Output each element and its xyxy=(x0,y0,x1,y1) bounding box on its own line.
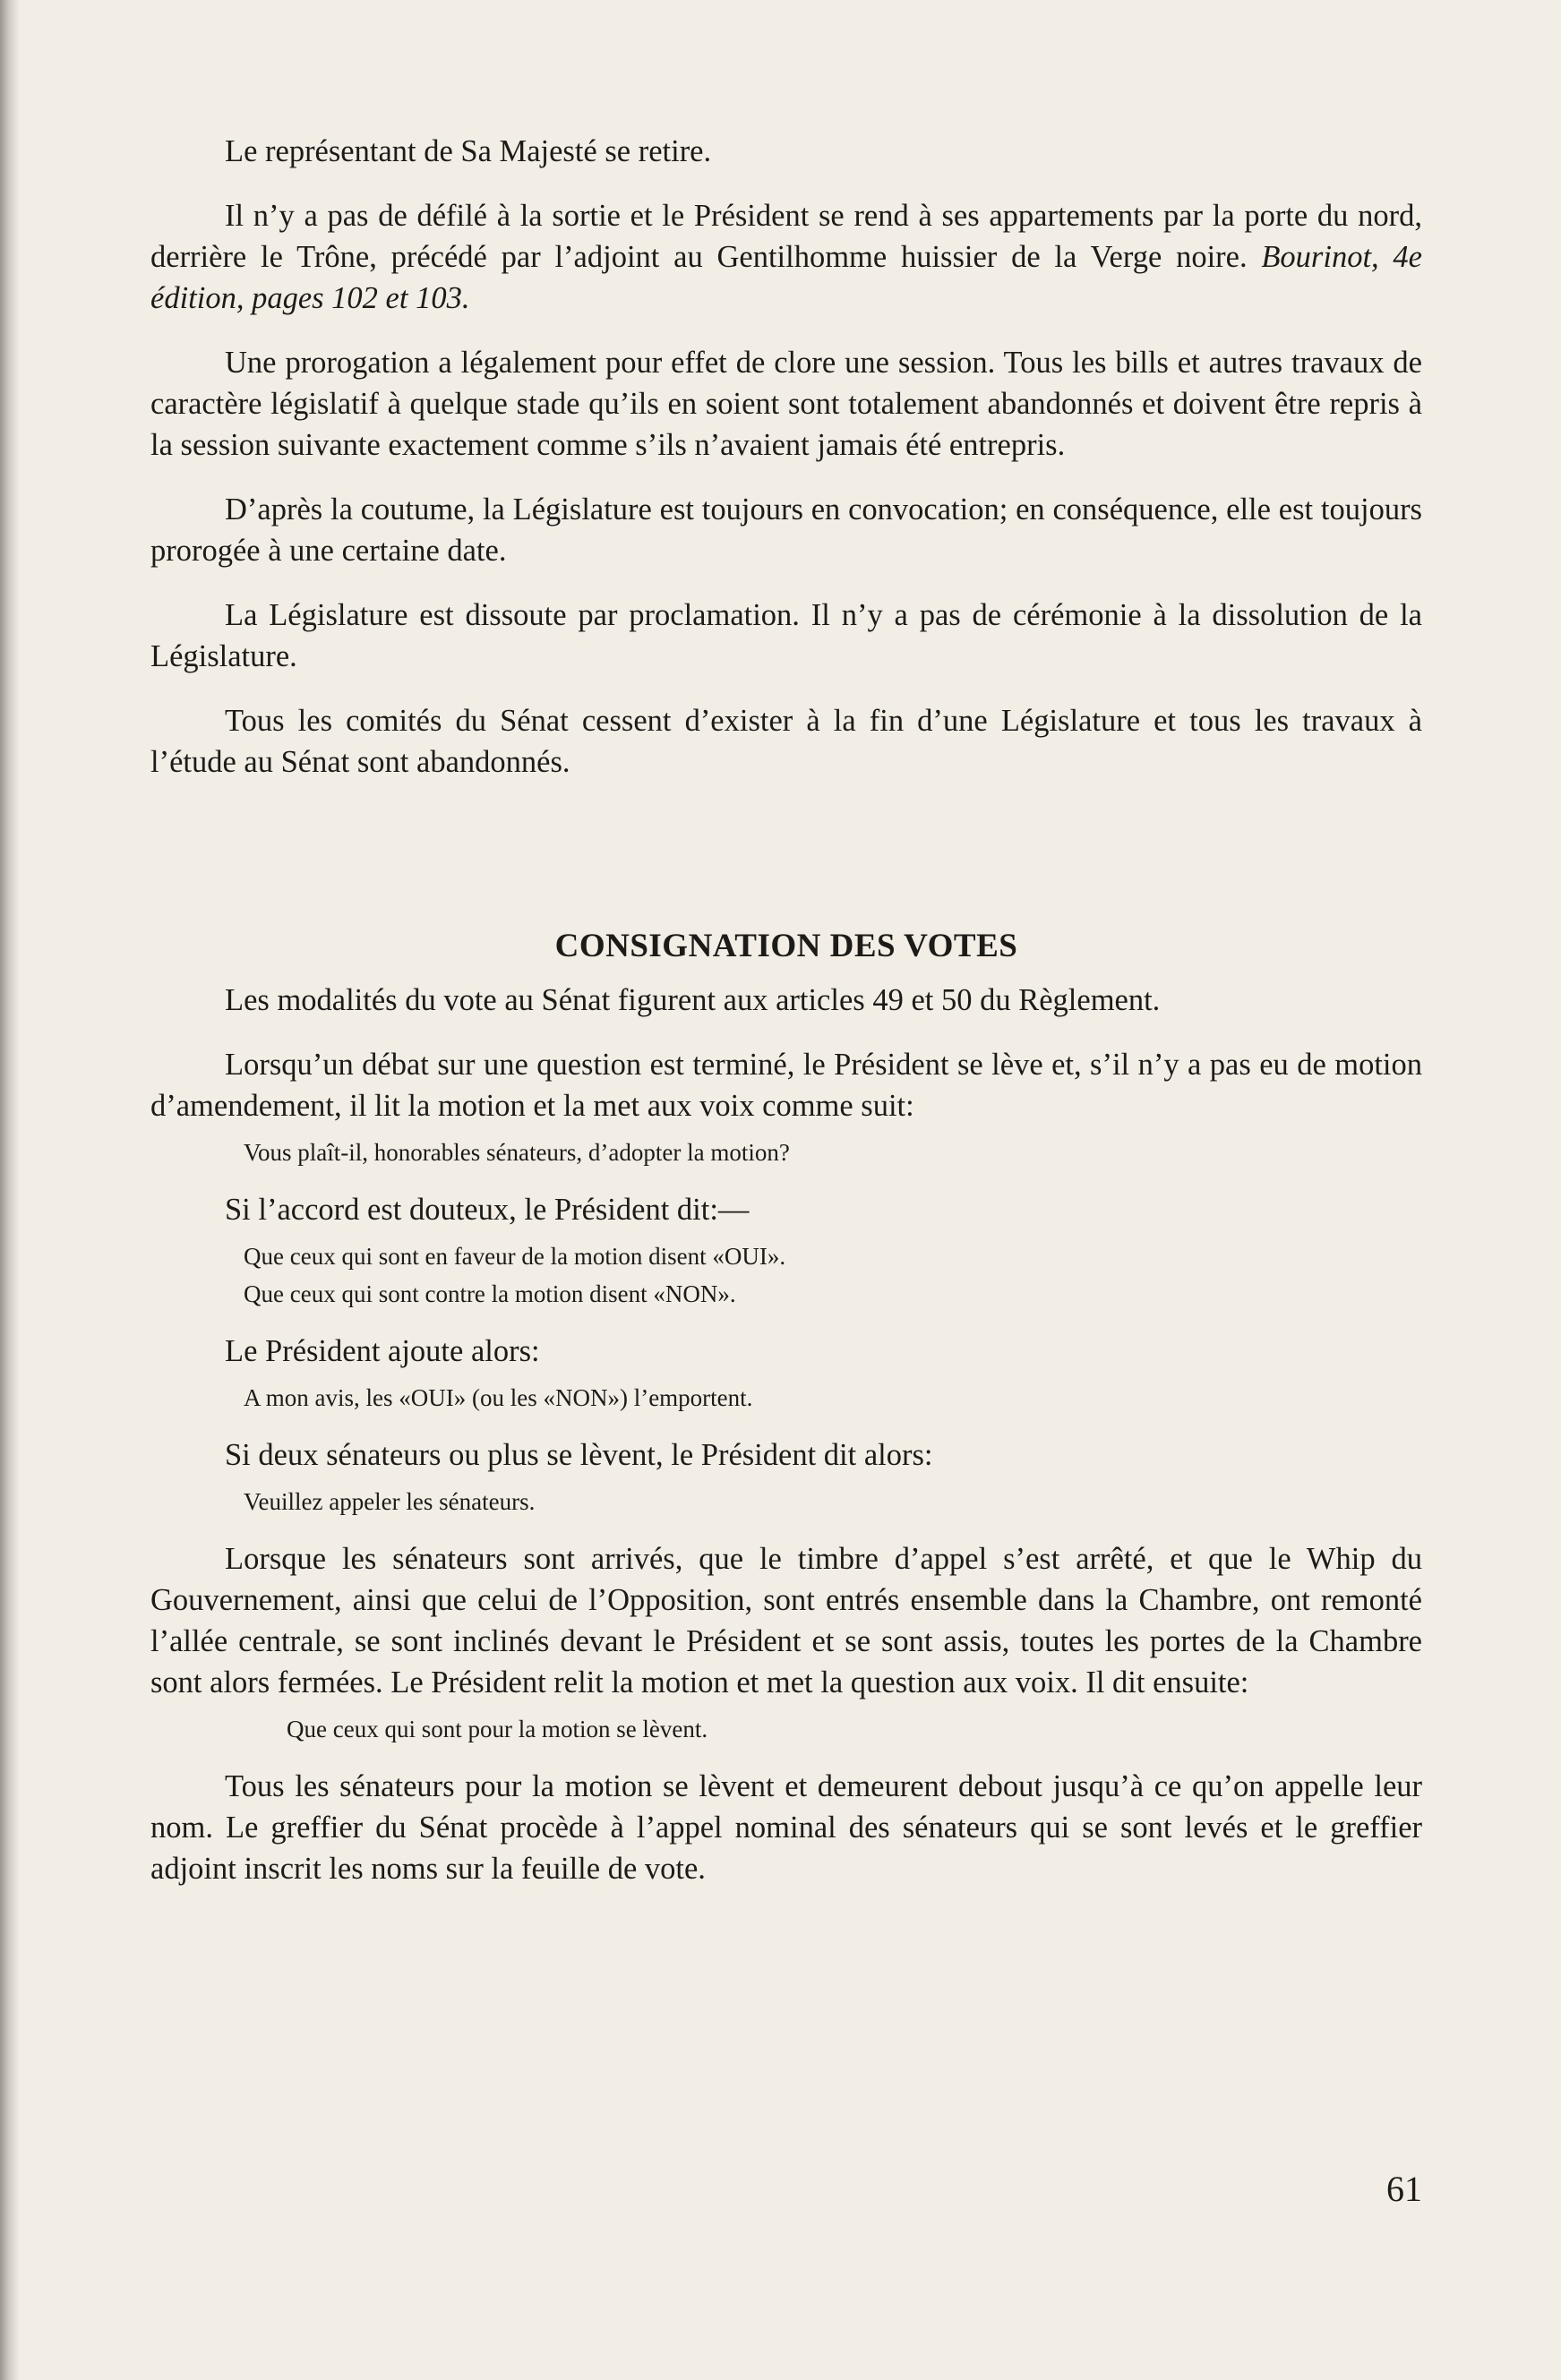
speech-non: Que ceux qui sont contre la motion disent «NON». xyxy=(244,1280,736,1307)
paragraph-comites: Tous les comités du Sénat cessent d’exister à la fin d’une Législature et tous les travaux à l’étude au Sénat sont abandonnés. xyxy=(150,704,1422,779)
paragraph-retire: Le représentant de Sa Majesté se retire. xyxy=(225,134,712,168)
document-page xyxy=(150,131,1422,1913)
page-binding-shadow xyxy=(0,0,20,2380)
page-number: 61 xyxy=(1386,2169,1422,2209)
speech-emportent: A mon avis, les «OUI» (ou les «NON») l’emportent. xyxy=(244,1384,753,1411)
section-title: CONSIGNATION DES VOTES xyxy=(554,928,1018,964)
speech-se-levent: Que ceux qui sont pour la motion se lèvent. xyxy=(287,1716,708,1742)
paragraph-defile xyxy=(150,195,1422,319)
paragraph-debat-termine: Lorsqu’un débat sur une question est terminé, le Président se lève et, s’il n’y a pas eu de motion d’amendement, il lit la motion et la met aux voix comme suit: xyxy=(150,1048,1422,1123)
paragraph-deux-senateurs: Si deux sénateurs ou plus se lèvent, le Président dit alors: xyxy=(225,1438,933,1472)
speech-appeler: Veuillez appeler les sénateurs. xyxy=(244,1488,536,1515)
paragraph-coutume: D’après la coutume, la Législature est toujours en convocation; en conséquence, elle est toujours prorogée à une certaine date. xyxy=(150,492,1422,568)
paragraph-timbre-appel: Lorsque les sénateurs sont arrivés, que le timbre d’appel s’est arrêté, et que le Whip du Gouvernement, ainsi que celui de l’Opposition, sont entrés ensemble dans la Chambre, ont remonté l’allée centrale, se sont inclinés devant le Président et se sont assis, toutes les portes de la Chambre sont alors fermées. Le Président relit la motion et met la question aux voix. Il dit ensuite: xyxy=(150,1542,1422,1699)
paragraph-prorogation: Une prorogation a légalement pour effet de clore une session. Tous les bills et autres travaux de caractère législatif à quelque stade qu’ils en soient sont totalement abandonnés et doivent être repris à la session suivante exactement comme s’ils n’avaient jamais été entrepris. xyxy=(150,346,1422,462)
paragraph-modalites: Les modalités du vote au Sénat figurent aux articles 49 et 50 du Règlement. xyxy=(225,983,1161,1017)
paragraph-accord-douteux: Si l’accord est douteux, le Président dit:— xyxy=(225,1193,750,1227)
speech-adopter-motion: Vous plaît-il, honorables sénateurs, d’adopter la motion? xyxy=(244,1139,790,1166)
speech-oui: Que ceux qui sont en faveur de la motion disent «OUI». xyxy=(244,1243,786,1270)
paragraph-appel-nominal: Tous les sénateurs pour la motion se lèvent et demeurent debout jusqu’à ce qu’on appelle leur nom. Le greffier du Sénat procède à l’appel nominal des sénateurs qui se sont levés et le greffier adjoint inscrit les noms sur la feuille de vote. xyxy=(150,1769,1422,1886)
citation-bourinot: Bourinot, 4e édition, pages 102 et 103. xyxy=(150,240,1422,315)
paragraph-ajoute: Le Président ajoute alors: xyxy=(225,1334,540,1368)
paragraph-dissolution: La Législature est dissoute par proclamation. Il n’y a pas de cérémonie à la dissolution de la Législature. xyxy=(150,598,1422,673)
speech-oui-non xyxy=(244,1237,1422,1313)
paragraph-defile-text: Il n’y a pas de défilé à la sortie et le Président se rend à ses appartements par la porte du nord, derrière le Trône, précédé par l’adjoint au Gentilhomme huissier de la Verge noire. xyxy=(150,199,1422,274)
